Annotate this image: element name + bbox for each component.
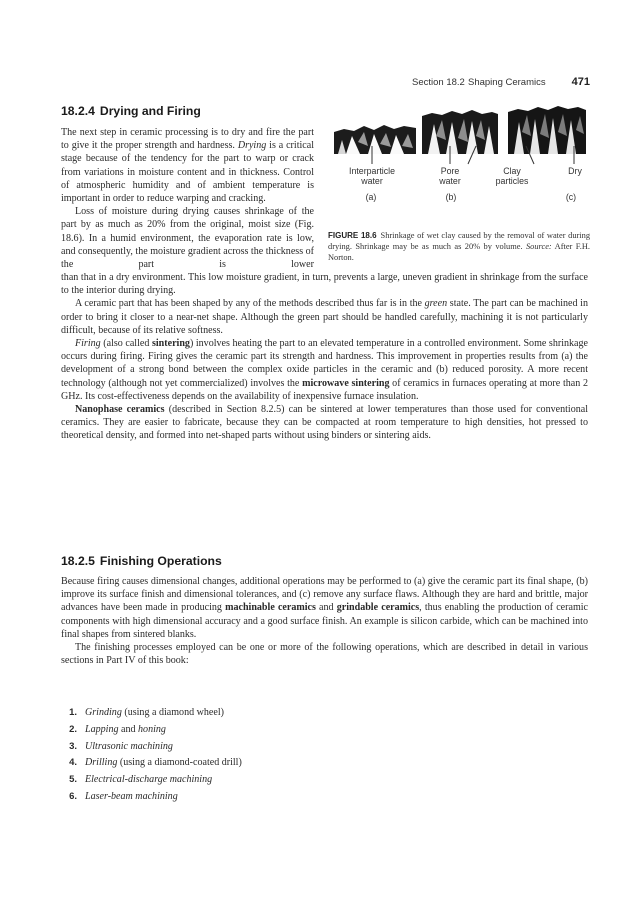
list-item [61, 757, 561, 774]
list-item [61, 791, 561, 808]
label-interparticle: Interparticle [349, 166, 395, 176]
section-title: Drying and Firing [99, 104, 201, 118]
list-text [85, 741, 173, 752]
text-run: (also called [100, 338, 152, 350]
list-number: 3. [69, 740, 77, 752]
figure-number: FIGURE 18.6 [328, 231, 377, 240]
bold-term: microwave sintering [302, 377, 390, 389]
list-number: 2. [69, 723, 77, 735]
panel-a-wet-clay-image [334, 104, 416, 164]
section-heading-finishing [61, 554, 222, 568]
list-text [85, 774, 212, 785]
list-item [61, 741, 561, 758]
text-run: (using a diamond-coated drill) [117, 757, 242, 769]
text-run: The next step in ceramic processing is to dry and fire the part to give it the proper strength and hardness. [61, 127, 314, 152]
panel-b-drying-clay-image [420, 104, 500, 164]
paragraph [61, 297, 588, 337]
list-item [61, 707, 561, 724]
text-run: and [118, 723, 139, 735]
paragraph [61, 403, 588, 443]
italic-text: Firing [75, 338, 101, 350]
running-head-title: Shaping Ceramics [468, 77, 546, 88]
figure-caption [328, 231, 590, 263]
italic-text: Source: [525, 241, 552, 251]
paragraph [61, 126, 314, 205]
italic-text: Drilling [85, 757, 118, 769]
text-run: A ceramic part that has been shaped by any of the methods described thus far is in the [75, 298, 425, 310]
italic-text: Ultrasonic machining [85, 740, 173, 752]
list-number: 4. [69, 757, 77, 769]
label-water-a: water [361, 176, 383, 186]
list-item [61, 724, 561, 741]
running-head-section: Section 18.2 [412, 77, 465, 88]
italic-text: honing [138, 723, 166, 735]
text-run: Shrinkage of wet clay caused by the removal of water during drying. Shrinkage may be as much as 20% by volume. [328, 231, 591, 251]
text-run: (described in Section 8.2.5) can be sintered at lower temperatures than those used for conventional ceramics. They are easier to fabricate, because they can be compacted at room temperature to high densities, hot pressed to theoretical density, and formed into net-shaped parts without using binders or sintering aids. [61, 404, 588, 442]
paragraph [61, 641, 588, 667]
list-text [85, 791, 178, 802]
bold-term: Nanophase ceramics [75, 404, 165, 416]
italic-text: Drying [237, 140, 267, 152]
label-dry: Dry [568, 166, 582, 176]
section-title: Finishing Operations [99, 554, 222, 568]
paragraph [61, 575, 588, 641]
bold-term: sintering [151, 338, 190, 350]
text-run: of ceramics in furnaces operating at more than 2 GHz. Its cost-effectiveness depends on the availability of inexpensive furnace insulation. [61, 377, 588, 402]
list-item [61, 774, 561, 791]
running-head [400, 76, 590, 90]
text-run: Because firing causes dimensional changes, additional operations may be performed to (a) give the ceramic part its final shape, (b) improve its surface finish and dimensional tolerances, and (c) remove any surface flaws. Although they are hard and brittle, major advances have been made in producing [61, 576, 588, 614]
list-number: 6. [69, 790, 77, 802]
page-number: 471 [571, 76, 590, 88]
text-run: than that in a dry environment. This low moisture gradient, in turn, prevents a large, uneven gradient in shrinkage from the surface to the interior during drying. [61, 272, 588, 297]
finishing-process-list [61, 707, 561, 808]
panel-c-dry-clay-image [506, 104, 588, 164]
text-run: After F.H. Norton. [328, 241, 590, 262]
finishing-text [61, 575, 588, 667]
list-text [85, 707, 224, 718]
list-number: 1. [69, 707, 77, 718]
text-run: state. The part can be machined in order to bring it closer to a near-net shape. Although the green part should be handled carefully, machining it is not particularly difficult, because of its relative softness. [61, 298, 588, 336]
paragraph [61, 337, 588, 403]
italic-text: Lapping [85, 723, 119, 735]
label-particles: particles [495, 176, 529, 186]
figure-18-6 [328, 102, 590, 270]
italic-text: Grinding [85, 707, 122, 718]
list-text [85, 724, 166, 735]
italic-text: Electrical-discharge machining [85, 774, 213, 786]
section-number: 18.2.5 [61, 554, 95, 568]
text-run: is a critical stage because of the tendency for the part to warp or crack from variations in moisture content and in thickness. Control of atmospheric humidity and of ambient temperature is important in order to reduce warping and cracking. [61, 140, 314, 205]
paragraph [61, 205, 314, 271]
label-pore-water [414, 166, 486, 186]
panel-label-b: (b) [445, 192, 457, 202]
label-clay: Clay [503, 166, 521, 176]
paragraph [61, 271, 588, 297]
italic-text: Laser-beam machining [85, 790, 178, 802]
text-run: The finishing processes employed can be one or more of the following operations, which are described in detail in various sections in Part IV of this book: [61, 642, 588, 667]
label-interparticle-water [334, 166, 410, 186]
list-number: 5. [69, 774, 77, 786]
left-column-text [61, 126, 314, 271]
italic-text: green [424, 298, 448, 310]
panel-label-c: (c) [565, 192, 577, 202]
label-water-b: water [439, 176, 461, 186]
list-text [85, 757, 242, 768]
section-heading-drying-firing [61, 104, 201, 118]
text-run: (using a diamond wheel) [121, 707, 224, 718]
panel-label-a: (a) [365, 192, 377, 202]
bold-term: grindable ceramics [336, 602, 420, 614]
text-run: Loss of moisture during drying causes shrinkage of the part by as much as 20% from the original, moist size (Fig. 18.6). In a humid environment, the evaporation rate is low, and consequently, the moisture gradient across the thickness of the part is lower [61, 206, 314, 271]
full-width-text-drying-firing [61, 271, 588, 443]
label-pore: Pore [440, 166, 460, 176]
bold-term: machinable ceramics [225, 602, 316, 614]
text-run: and [315, 602, 337, 614]
text-run: , thus enabling the production of ceramic components with high dimensional accuracy and a good surface finish. An example is silicon carbide, which can be machined into final shapes from sintered blanks. [61, 602, 589, 640]
text-run: ) involves heating the part to an elevated temperature in a controlled environment. Some shrinkage occurs during firing. Firing gives the ceramic part its strength and hardness. This improvement in properties results from (a) the development of a strong bond between the complex oxide particles in the ceramic and (b) reduced porosity. A more recent technology (although not yet commercialized) involves the [61, 338, 588, 389]
section-number: 18.2.4 [61, 104, 95, 118]
label-clay-particles [480, 166, 544, 186]
